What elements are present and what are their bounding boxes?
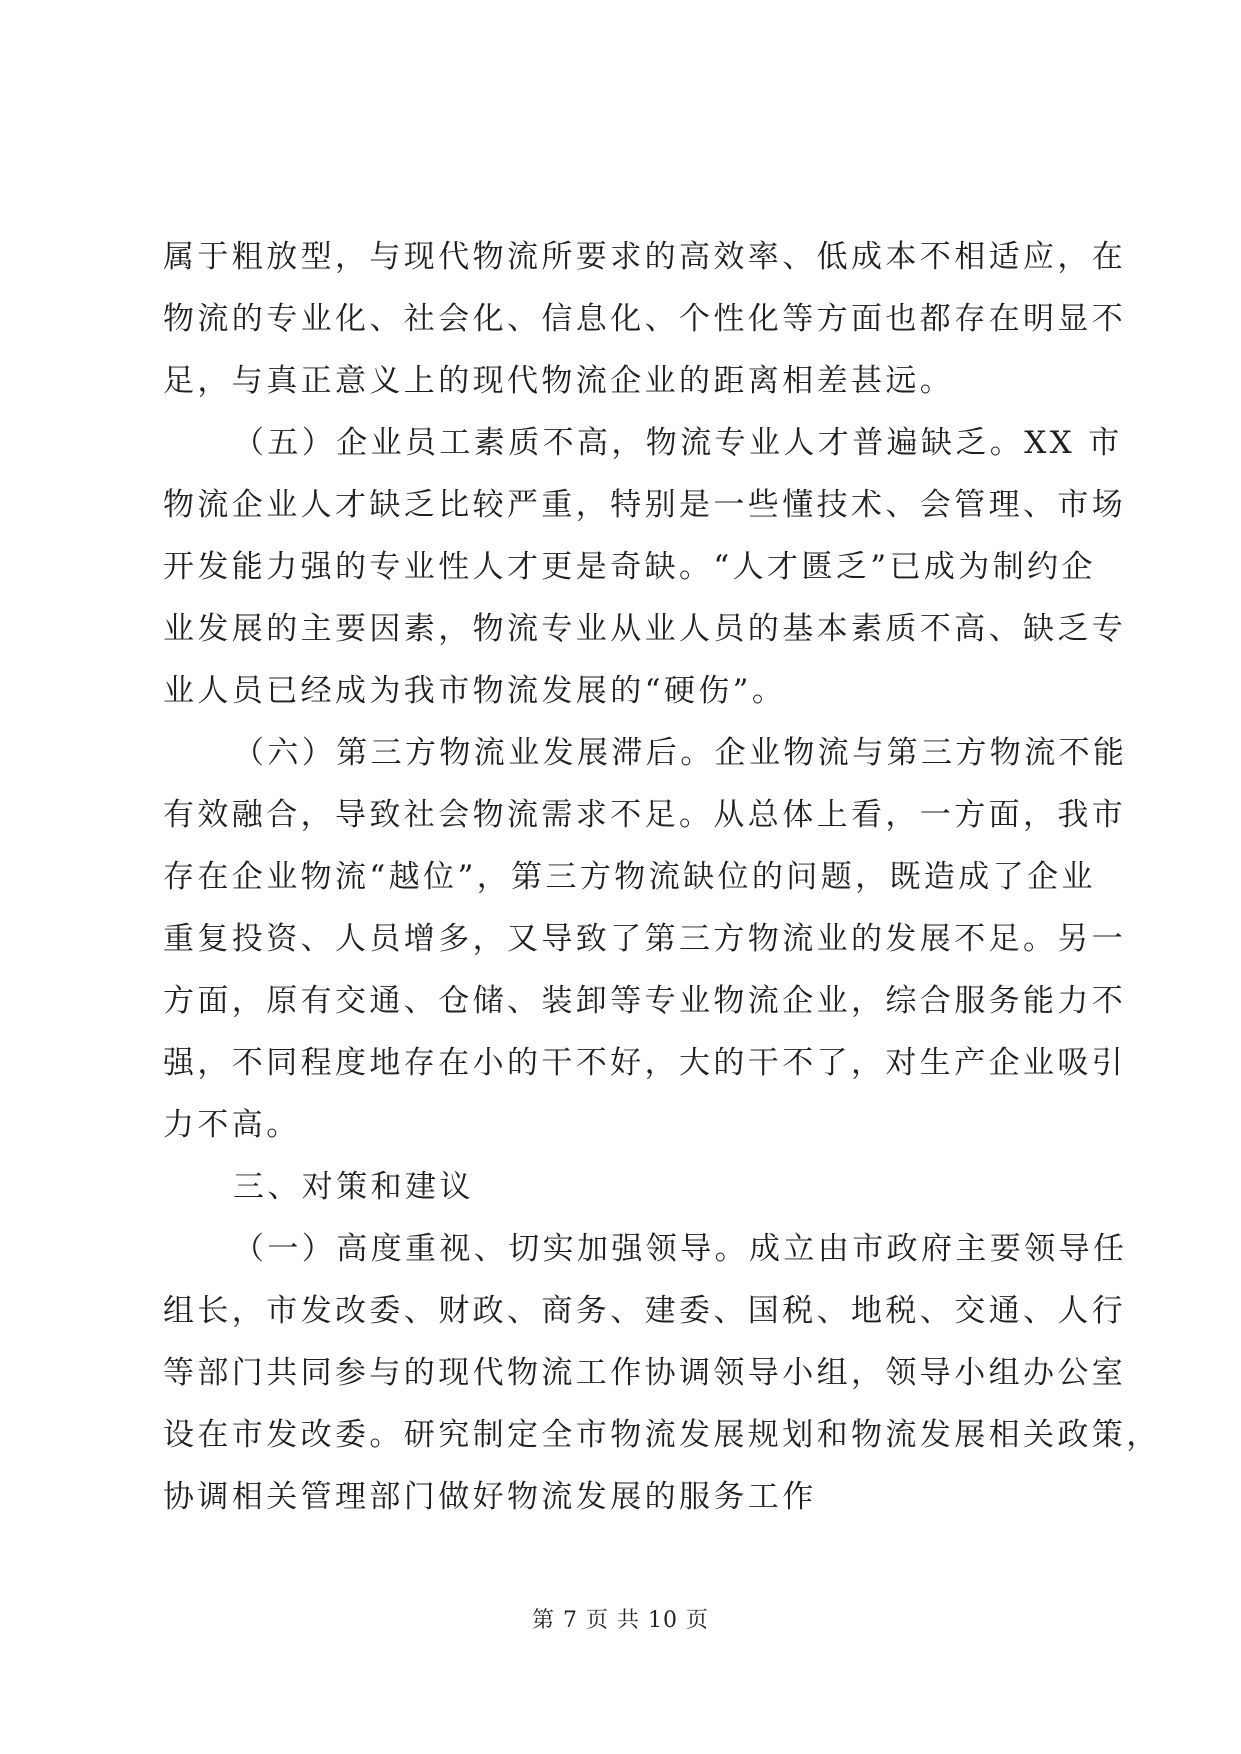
text-line: 物流的专业化、社会化、信息化、个性化等方面也都存在明显不 (163, 301, 1127, 337)
paragraph-first-line: （一）高度重视、切实加强领导。成立由市政府主要领导任 (233, 1231, 1128, 1267)
text-line: 方面，原有交通、仓储、装卸等专业物流企业，综合服务能力不 (163, 983, 1127, 1019)
section-heading: 三、对策和建议 (233, 1169, 474, 1205)
document-body (163, 226, 1161, 1528)
paragraph-first-line: （六）第三方物流业发展滞后。企业物流与第三方物流不能 (233, 735, 1128, 771)
text-line: 强，不同程度地存在小的干不好，大的干不了，对生产企业吸引 (163, 1045, 1127, 1081)
text-line: 足，与真正意义上的现代物流企业的距离相差甚远。 (163, 363, 955, 399)
text-line: 物流企业人才缺乏比较严重，特别是一些懂技术、会管理、市场 (163, 487, 1127, 523)
text-line: 有效融合，导致社会物流需求不足。从总体上看，一方面，我市 (163, 797, 1127, 833)
text-line: 协调相关管理部门做好物流发展的服务工作 (163, 1479, 817, 1515)
text-line: 设在市发改委。研究制定全市物流发展规划和物流发展相关政策， (163, 1417, 1161, 1453)
paragraph-first-line: （五）企业员工素质不高，物流专业人才普遍缺乏。XX 市 (233, 425, 1123, 461)
text-line: 组长，市发改委、财政、商务、建委、国税、地税、交通、人行 (163, 1293, 1127, 1329)
text-line: 力不高。 (163, 1107, 301, 1143)
text-line: 存在企业物流“越位”，第三方物流缺位的问题，既造成了企业 (163, 859, 1096, 895)
text-line: 开发能力强的专业性人才更是奇缺。“人才匮乏”已成为制约企 (163, 549, 1096, 585)
text-line: 业人员已经成为我市物流发展的“硬伤”。 (163, 673, 787, 709)
text-line: 等部门共同参与的现代物流工作协调领导小组，领导小组办公室 (163, 1355, 1127, 1391)
page-number-footer: 第 7 页 共 10 页 (532, 1608, 709, 1633)
text-line: 重复投资、人员增多，又导致了第三方物流业的发展不足。另一 (163, 921, 1127, 957)
text-line: 属于粗放型，与现代物流所要求的高效率、低成本不相适应，在 (163, 239, 1127, 275)
text-line: 业发展的主要因素，物流专业从业人员的基本素质不高、缺乏专 (163, 611, 1127, 647)
